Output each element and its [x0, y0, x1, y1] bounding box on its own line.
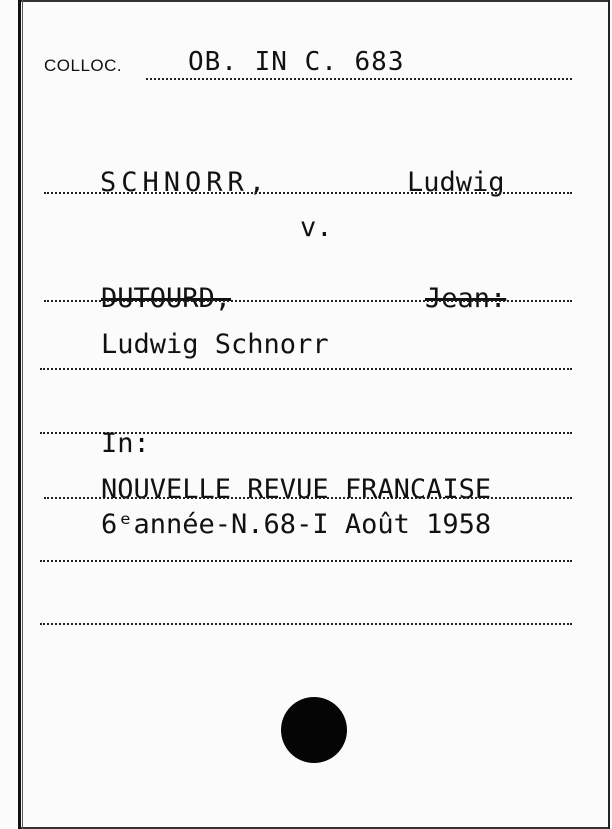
- subject-forename: Jean:: [425, 283, 507, 314]
- card-top-edge: [18, 0, 610, 2]
- card-right-edge: [608, 0, 610, 829]
- shelfmark: OB. IN C. 683: [188, 47, 405, 77]
- author-rule: [44, 192, 572, 194]
- work-title: Ludwig Schnorr: [101, 329, 329, 360]
- author-forename: Ludwig: [407, 167, 505, 198]
- journal-title: NOUVELLE REVUE FRANCAISE: [101, 474, 492, 505]
- in-label: In:: [101, 428, 150, 459]
- journal-rule: [44, 497, 572, 499]
- punch-hole: [281, 697, 347, 763]
- colloc-rule: [146, 78, 572, 80]
- issue-rule: [40, 560, 572, 562]
- title-rule: [40, 368, 572, 370]
- card-left-edge-inner: [22, 0, 23, 829]
- card-left-edge: [18, 0, 21, 829]
- author-surname: SCHNORR,: [100, 167, 271, 198]
- versus-label: v.: [300, 212, 333, 243]
- colloc-label: COLLOC.: [44, 56, 123, 75]
- blank-rule: [40, 623, 572, 625]
- issue-details: 6ᵉannée-N.68-I Août 1958: [101, 509, 492, 540]
- subject-rule: [44, 300, 572, 302]
- subject-surname: DUTOURD,: [101, 283, 232, 314]
